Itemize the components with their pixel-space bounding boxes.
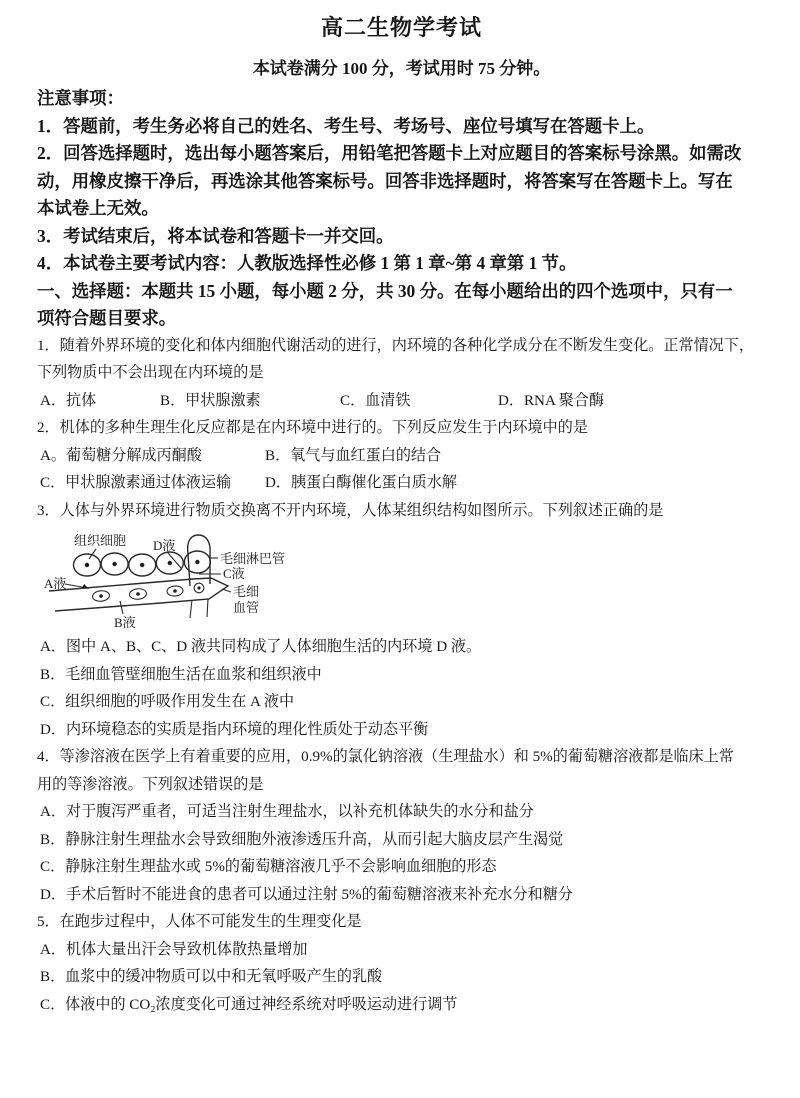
cell-nucleus-dot bbox=[140, 563, 144, 567]
notice-heading: 注意事项： bbox=[37, 88, 124, 108]
cell-nucleus-dot bbox=[85, 563, 89, 567]
page-title: 高二生物学考试 bbox=[320, 15, 482, 40]
diagram-label-fluid-d: D液 bbox=[153, 538, 176, 553]
question-3-option-c: C．组织细胞的呼吸作用发生在 A 液中 bbox=[40, 694, 295, 710]
cell-dot bbox=[173, 589, 177, 593]
question-2-stem: 2．机体的多种生理生化反应都是在内环境中进行的。下列反应发生于内环境中的是 bbox=[37, 420, 588, 436]
question-2-option-a: A。葡萄糖分解成丙酮酸 bbox=[40, 447, 202, 464]
question-2-option-b: B．氧气与血红蛋白的结合 bbox=[265, 447, 442, 464]
question-4-option-d: D．手术后暂时不能进食的患者可以通过注射 5%的葡萄糖溶液来补充水分和糖分 bbox=[40, 886, 573, 903]
question-4-option-c: C．静脉注射生理盐水或 5%的葡萄糖溶液几乎不会影响血细胞的形态 bbox=[40, 859, 497, 875]
notice-item-3: 3．考试结束后，将本试卷和答题卡一并交回。 bbox=[37, 225, 394, 246]
question-3-option-d: D．内环境稳态的实质是指内环境的理化性质处于动态平衡 bbox=[40, 721, 429, 738]
question-4-option-a: A．对于腹泻严重者，可适当注射生理盐水，以补充机体缺失的水分和盐分 bbox=[40, 804, 534, 820]
cell-dot bbox=[99, 594, 103, 598]
tissue-fluid-diagram-svg bbox=[41, 528, 331, 632]
tissue-structure-diagram bbox=[41, 528, 766, 632]
diagram-label-capillary-word2: 血管 bbox=[233, 600, 260, 615]
question-5-stem: 5．在跑步过程中，人体不可能发生的生理变化是 bbox=[37, 914, 362, 930]
question-5-option-b: B．血浆中的缓冲物质可以中和无氧呼吸产生的乳酸 bbox=[40, 969, 383, 985]
notice-section bbox=[37, 85, 766, 333]
question-4 bbox=[37, 744, 766, 909]
notice-item-1: 1．答题前，考生务必将自己的姓名、考生号、考场号、座位号填写在答题卡上。 bbox=[37, 115, 655, 136]
question-2 bbox=[37, 415, 766, 498]
diagram-label-fluid-c: C液 bbox=[223, 566, 245, 581]
section-header-line-2: 项符合题目要求。 bbox=[37, 308, 177, 328]
diagram-label-lymph-capillary: 毛细淋巴管 bbox=[220, 551, 286, 566]
diagram-label-tissue-cells: 组织细胞 bbox=[74, 533, 127, 548]
question-4-option-b: B．静脉注射生理盐水会导致细胞外液渗透压升高，从而引起大脑皮层产生渴觉 bbox=[40, 831, 564, 848]
blood-capillary-leader-line bbox=[222, 589, 231, 592]
questions-section bbox=[37, 333, 766, 1020]
question-5-option-c: C．体液中的 CO₂浓度变化可通过神经系统对呼吸运动进行调节 bbox=[40, 996, 458, 1013]
cell-dot bbox=[136, 592, 140, 596]
notice-item-4: 4．本试卷主要考试内容：人教版选择性必修 1 第 1 章~第 4 章第 1 节。 bbox=[37, 253, 577, 273]
question-5 bbox=[37, 909, 766, 1019]
question-2-option-d: D．胰蛋白酶催化蛋白质水解 bbox=[265, 475, 458, 491]
question-3 bbox=[37, 498, 766, 745]
cell-nucleus-dot bbox=[168, 561, 172, 565]
exam-meta-line: 本试卷满分 100 分，考试用时 75 分钟。 bbox=[252, 59, 551, 78]
question-1-option-c: C．血清铁 bbox=[340, 392, 411, 409]
notice-item-2-line-3: 本试卷上无效。 bbox=[37, 198, 159, 218]
question-1-options bbox=[37, 388, 766, 416]
question-2-options-row-2 bbox=[37, 470, 766, 498]
question-3-stem: 3．人体与外界环境进行物质交换离不开内环境，人体某组织结构如图所示。下列叙述正确的是 bbox=[37, 502, 664, 519]
fluid-b-leader-line bbox=[120, 601, 123, 614]
question-2-options-row-1 bbox=[37, 443, 766, 471]
diagram-label-fluid-a: A液 bbox=[44, 576, 67, 591]
question-4-stem-line-1: 4．等渗溶液在医学上有着重要的应用，0.9%的氯化钠溶液（生理盐水）和 5%的葡萄糖溶液都是临床上常 bbox=[37, 749, 734, 765]
section-header-line-1: 一、选择题：本题共 15 小题，每小题 2 分，共 30 分。在每小题给出的四个选项中，只有一 bbox=[37, 280, 733, 301]
lymph-vessel-lower-wall bbox=[207, 599, 208, 617]
question-2-option-c: C．甲状腺激素通过体液运输 bbox=[40, 475, 232, 491]
question-1-option-d: D．RNA 聚合酶 bbox=[498, 392, 605, 409]
cell-nucleus-dot bbox=[195, 560, 199, 564]
notice-item-2-line-1: 2．回答选择题时，选出每小题答案后，用铅笔把答题卡上对应题目的答案标号涂黑。如需改 bbox=[37, 143, 742, 163]
notice-item-2-line-2: 动，用橡皮擦干净后，再选涂其他答案标号。回答非选择题时，将答案写在答题卡上。写在 bbox=[37, 170, 733, 191]
question-1 bbox=[37, 333, 766, 416]
question-5-option-a: A．机体大量出汗会导致机体散热量增加 bbox=[40, 941, 308, 958]
question-4-stem-line-2: 用的等渗溶液。下列叙述错误的是 bbox=[37, 776, 264, 793]
diagram-label-fluid-b: B液 bbox=[114, 615, 136, 630]
cell-dot bbox=[197, 586, 200, 589]
cell-nucleus-dot bbox=[112, 562, 116, 566]
question-3-option-a: A．图中 A、B、C、D 液共同构成了人体细胞生活的内环境 D 液。 bbox=[40, 639, 482, 655]
question-1-stem-line-2: 下列物质中不会出现在内环境的是 bbox=[37, 365, 264, 381]
lymph-vessel-lower-wall bbox=[190, 600, 192, 618]
diagram-label-capillary-word1: 毛细 bbox=[233, 584, 260, 599]
question-1-option-b: B．甲状腺激素 bbox=[160, 392, 261, 409]
question-3-option-b: B．毛细血管壁细胞生活在血浆和组织液中 bbox=[40, 666, 322, 683]
question-1-option-a: A．抗体 bbox=[40, 392, 97, 409]
question-1-stem-line-1: 1．随着外界环境的变化和体内细胞代谢活动的进行，内环境的各种化学成分在不断发生变化。正常情况下， bbox=[37, 337, 754, 354]
